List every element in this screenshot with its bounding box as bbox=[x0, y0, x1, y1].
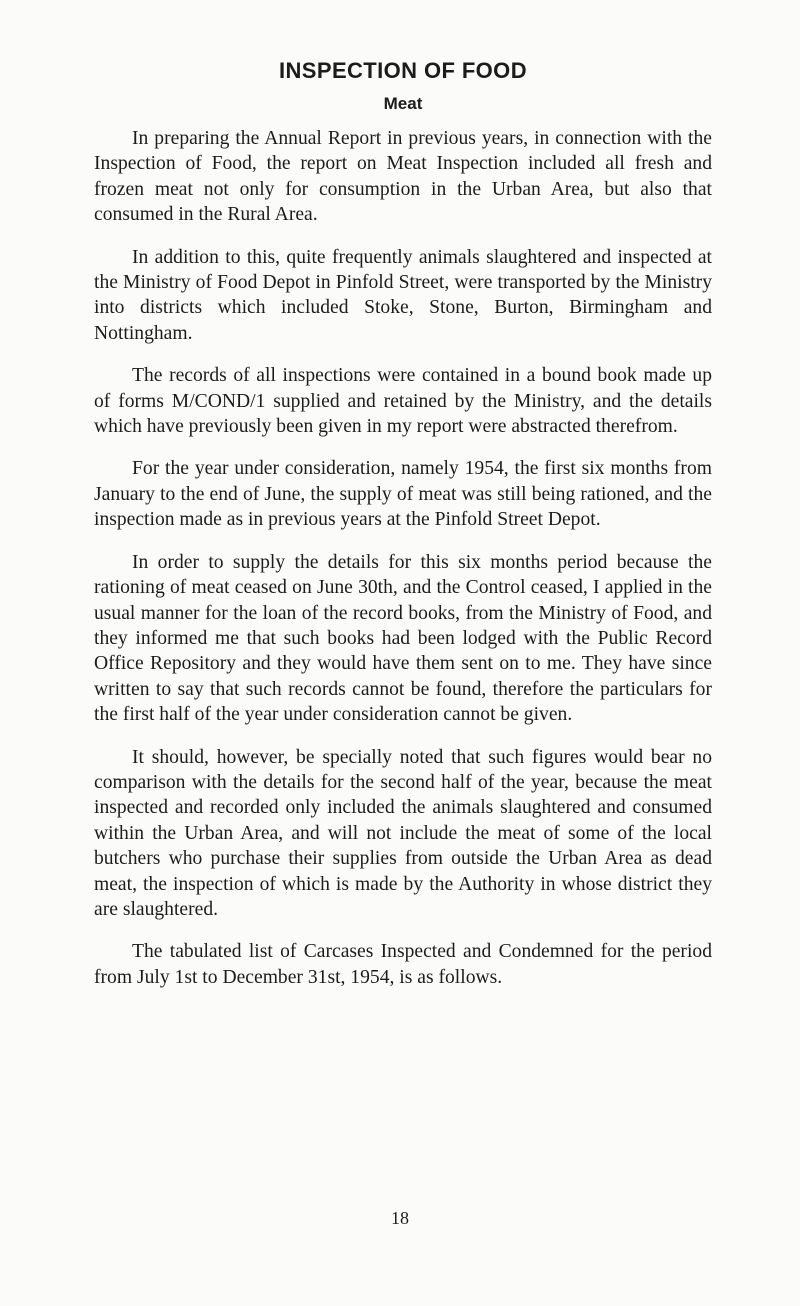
paragraph: In addition to this, quite frequently animals slaughtered and inspected at the Ministry of Food Depot in Pinfold Street, were transported by the Ministry into districts which included Stoke, Stone, Burton, Birmingham and Nottingham. bbox=[94, 246, 712, 344]
document-page bbox=[94, 56, 712, 1007]
page-title: INSPECTION OF FOOD bbox=[279, 58, 527, 83]
paragraph: In preparing the Annual Report in previous years, in connection with the Inspection of Food, the report on Meat Inspection included all fresh and frozen meat not only for consumption in the Urban Area, but also that consumed in the Rural Area. bbox=[94, 128, 712, 226]
paragraph: The tabulated list of Carcases Inspected and Condemned for the period from July 1st to December 31st, 1954, is as follows. bbox=[94, 941, 712, 988]
paragraph: It should, however, be specially noted that such figures would bear no comparison with the details for the second half of the year, because the meat inspected and recorded only included the animals slaughtered and consumed within the Urban Area, and will not include the meat of some of the local butchers who purchase their supplies from outside the Urban Area as dead meat, the inspection of which is made by the Authority in whose district they are slaughtered. bbox=[94, 746, 712, 920]
paragraph: In order to supply the details for this six months period because the rationing of meat ceased on June 30th, and the Control ceased, I applied in the usual manner for the loan of the record books, from the Ministry of Food, and they informed me that such books had been lodged with the Public Record Office Repository and they would have them sent on to me. They have since written to say that such records cannot be found, therefore the particulars for the first half of the year under consideration cannot be given. bbox=[94, 551, 712, 726]
page-number: 18 bbox=[391, 1208, 409, 1228]
paragraph: The records of all inspections were contained in a bound book made up of forms M/COND/1 supplied and retained by the Ministry, and the details which have previously been given in my report were abstracted therefrom. bbox=[94, 365, 712, 438]
paragraph: For the year under consideration, namely 1954, the first six months from January to the end of June, the supply of meat was still being rationed, and the inspection made as in previous years at the Pinfold Street Depot. bbox=[94, 458, 712, 531]
section-subtitle: Meat bbox=[383, 94, 423, 113]
